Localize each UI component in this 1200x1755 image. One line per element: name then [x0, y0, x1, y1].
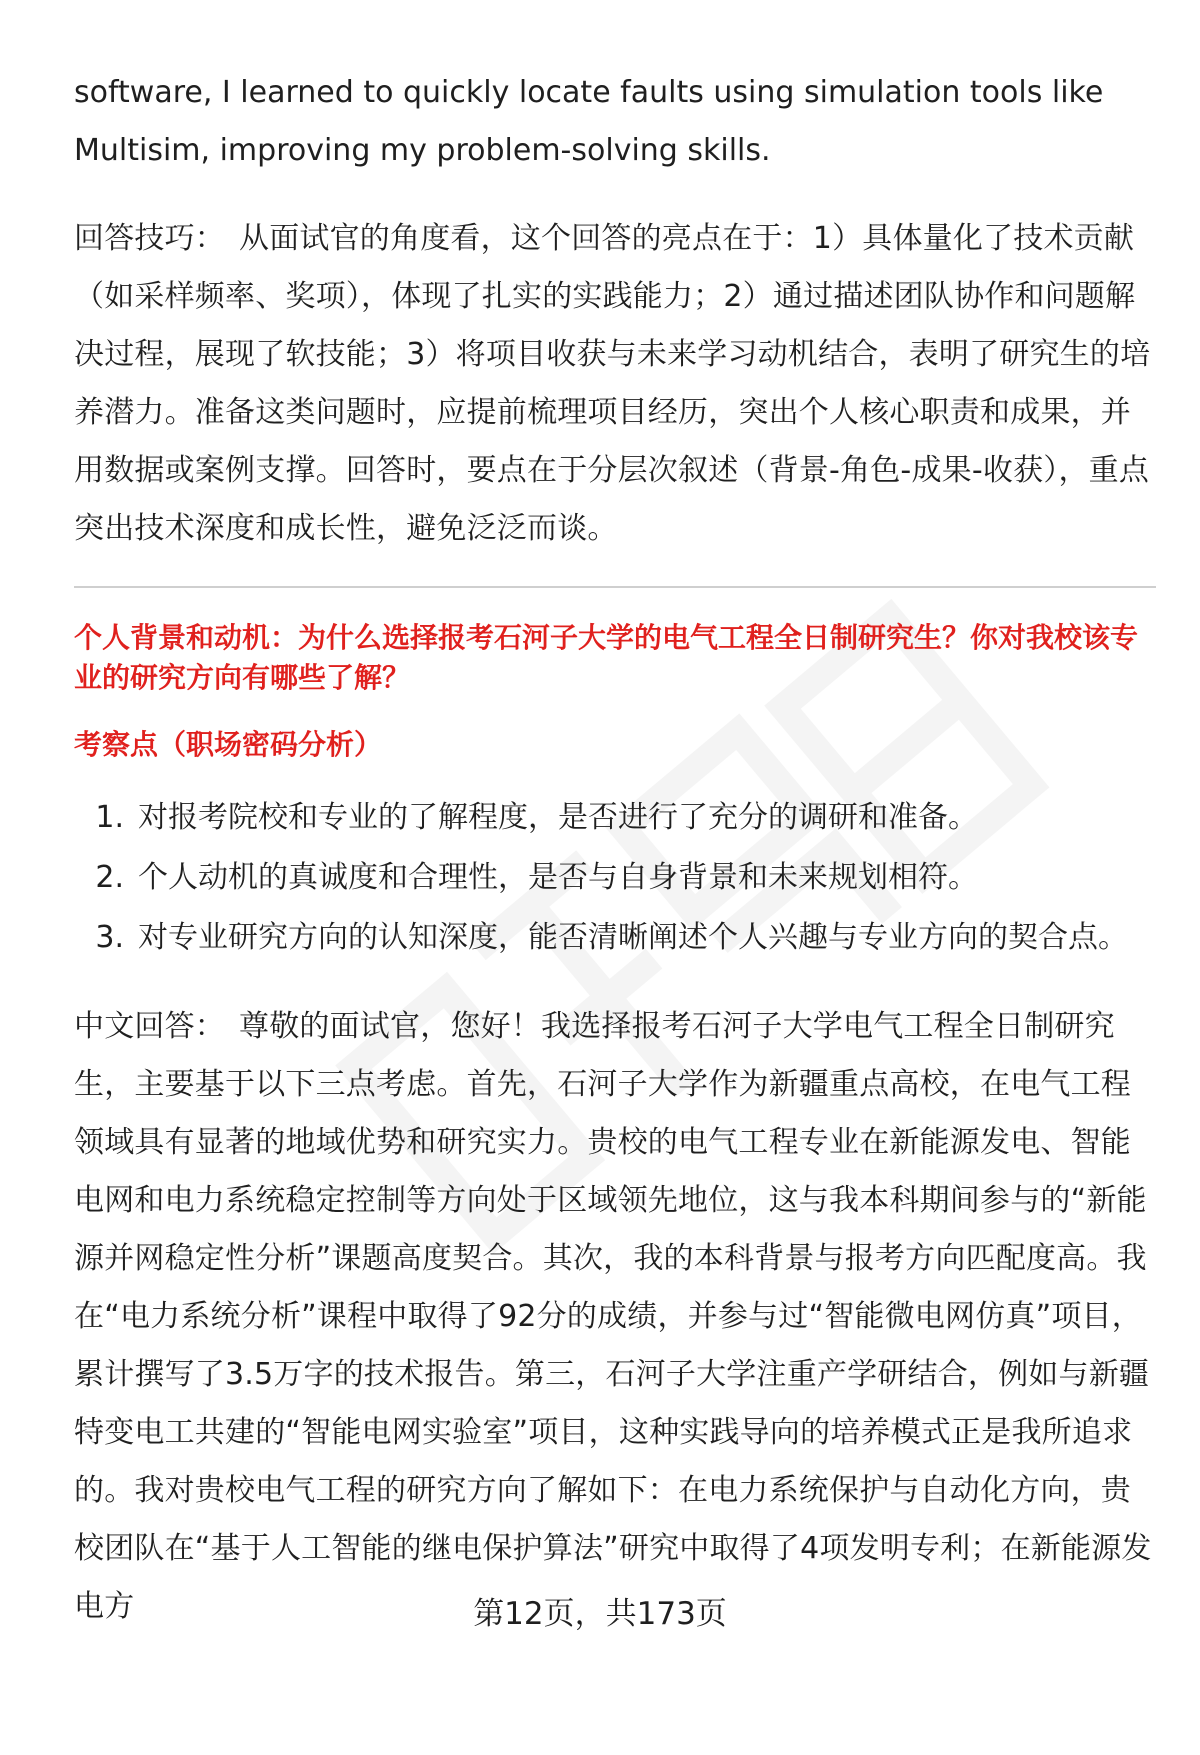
list-item-text: 对专业研究方向的认知深度，能否清晰阐述个人兴趣与专业方向的契合点。	[138, 920, 1128, 955]
answer-tips-text: 从面试官的角度看，这个回答的亮点在于：1）具体量化了技术贡献（如采样频率、奖项），体现了扎实的实践能力；2）通过描述团队协作和问题解决过程，展现了软技能；3）将项目收获与未来学习动机结合，表明了研究生的培养潜力。准备这类问题时，应提前梳理项目经历，突出个人核心职责和成果，并用数据或案例支撑。回答时，要点在于分层次叙述（背景-角色-成果-收获），重点突出技术深度和成长性，避免泛泛而谈。	[74, 221, 1151, 546]
question-heading: 个人背景和动机：为什么选择报考石河子大学的电气工程全日制研究生？你对我校该专业的研究方向有哪些了解？	[74, 621, 1139, 694]
chinese-answer-label: 中文回答：	[74, 1009, 225, 1044]
english-answer-tail	[74, 64, 1156, 180]
document-page	[74, 64, 1156, 1636]
page-number-footer: 第12页，共173页	[473, 1596, 727, 1632]
chinese-answer-text: 尊敬的面试官，您好！我选择报考石河子大学电气工程全日制研究生，主要基于以下三点考虑。首先，石河子大学作为新疆重点高校，在电气工程领域具有显著的地域优势和研究实力。贵校的电气工程专业在新能源发电、智能电网和电力系统稳定控制等方向处于区域领先地位，这与我本科期间参与的“新能源并网稳定性分析”课题高度契合。其次，我的本科背景与报考方向匹配度高。我在“电力系统分析”课程中取得了92分的成绩，并参与过“智能微电网仿真”项目，累计撰写了3.5万字的技术报告。第三，石河子大学注重产学研结合，例如与新疆特变电工共建的“智能电网实验室”项目，这种实践导向的培养模式正是我所追求的。我对贵校电气工程的研究方向了解如下：在电力系统保护与自动化方向，贵校团队在“基于人工智能的继电保护算法”研究中取得了4项发明专利；在新能源发电方	[74, 1009, 1152, 1624]
list-item-text: 个人动机的真诚度和合理性，是否与自身背景和未来规划相符。	[138, 860, 978, 895]
answer-tips-label: 回答技巧：	[74, 221, 225, 256]
list-item-number: 2.	[95, 860, 124, 895]
list-item	[74, 848, 1156, 908]
list-item	[74, 788, 1156, 848]
assessment-heading: 考察点（职场密码分析）	[74, 728, 383, 761]
section-divider	[74, 586, 1156, 588]
english-line-2: Multisim, improving my problem-solving skills.	[74, 133, 771, 168]
answer-tips-paragraph	[74, 210, 1156, 558]
list-item-number: 1.	[95, 800, 124, 835]
list-item-number: 3.	[95, 920, 124, 955]
list-item-text: 对报考院校和专业的了解程度，是否进行了充分的调研和准备。	[138, 800, 978, 835]
list-item	[74, 908, 1156, 968]
english-line-1: software, I learned to quickly locate faults using simulation tools like	[74, 75, 1104, 110]
assessment-list	[74, 788, 1156, 968]
chinese-answer-paragraph	[74, 998, 1156, 1636]
